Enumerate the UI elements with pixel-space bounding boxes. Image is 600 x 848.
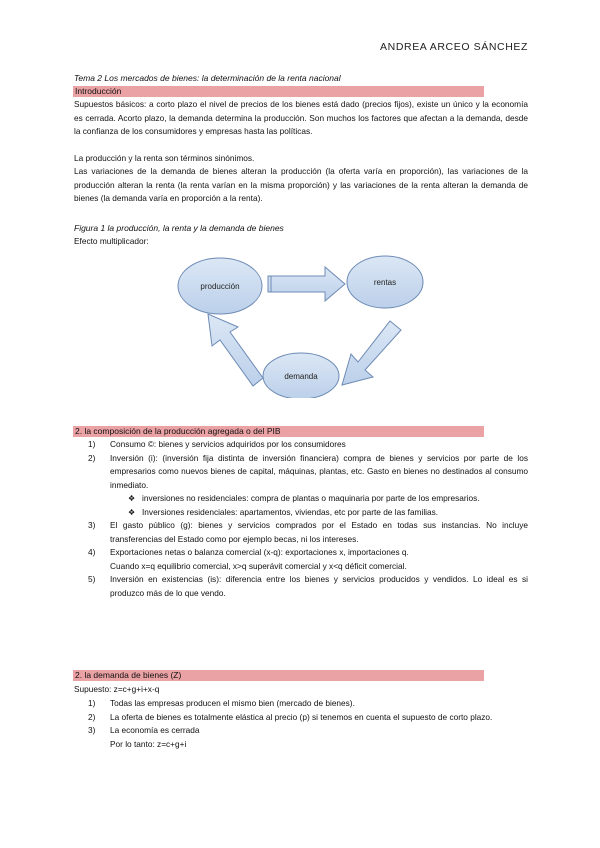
author-name: ANDREA ARCEO SÁNCHEZ: [380, 41, 528, 53]
figure-caption: Figura 1 la producción, la renta y la demanda de bienes: [74, 223, 284, 233]
list-item: 1) Consumo ©: bienes y servicios adquiridos por los consumidores: [88, 439, 346, 449]
produccion-label: producción: [200, 282, 240, 291]
diamond-bullet-icon: ❖: [128, 494, 136, 503]
arrow-produccion-to-rentas: [268, 267, 345, 301]
sub-list-item: ❖ inversiones no residenciales: compra de plantas o maquinaria por parte de los empresarios.: [128, 492, 528, 506]
sub-list-item: ❖ Inversiones residenciales: apartamentos, viviendas, etc por parte de las familias.: [128, 506, 528, 520]
section-heading-intro: Introducción: [73, 86, 484, 97]
section-heading-demanda: 2. la demanda de bienes (Z): [73, 670, 484, 681]
intro-paragraph-2: La producción y la renta son términos sinónimos.: [74, 153, 255, 163]
rentas-label: rentas: [373, 278, 397, 287]
intro-paragraph-3: Las variaciones de la demanda de bienes alteran la producción (la oferta varía en proporción), las variaciones de la producción alteran la renta (la renta varían en la misma proporción) y las variaciones de la renta alteran la demanda de bienes (la demanda varía en proporción a la renta).: [74, 166, 528, 203]
figure-subtitle: Efecto multiplicador:: [74, 236, 149, 246]
list-item: 3) La economía es cerrada Por lo tanto: z=c+g+i: [88, 725, 200, 749]
list-item: 2) Inversión (i): (inversión fija distinta de inversión financiera) compra de bienes y servicios por parte de los empresarios como nuevos bienes de capital, máquinas, plantas, etc. Gasto en bienes no destinados al consumo inmediato. ❖ inversiones no residenciales: compra de plantas o maquinaria por parte de los empresarios. ❖ Inversiones residenciales: apartamentos, viviendas, etc por parte de las familias.: [88, 452, 528, 520]
arrow-rentas-to-demanda: [342, 321, 401, 385]
diamond-bullet-icon: ❖: [128, 507, 136, 517]
list-item: 3) El gasto público (g): bienes y servicios comprados por el Estado en todas sus instancias. No incluye transferencias del Estado como por ejemplo becas, ni los intereses.: [88, 520, 528, 544]
list-item: 5) Inversión en existencias (is): diferencia entre los bienes y servicios producidos y vendidos. Lo ideal es si produzco más de lo que vendo.: [88, 574, 528, 598]
multiplier-diagram: [150, 248, 450, 398]
list-item: 4) Exportaciones netas o balanza comercial (x-q): exportaciones x, importaciones q. Cuando x=q equilibrio comercial, x>q superávit comercial y x<q déficit comercial.: [88, 547, 409, 571]
intro-paragraph-1: Supuestos básicos: a corto plazo el nivel de precios de los bienes está dado (precios fijos), existe un único y la economía es cerrada. Acorto plazo, la demanda determina la producción. Son muchos los factores que afectan a la demanda, desde la confianza de los consumidores y empresas hasta las políticas.: [74, 99, 528, 136]
arrow-demanda-to-produccion: [208, 314, 263, 386]
list-item: 1) Todas las empresas producen el mismo bien (mercado de bienes).: [88, 698, 355, 708]
document-title: Tema 2 Los mercados de bienes: la determinación de la renta nacional: [74, 73, 341, 83]
section-heading-composicion: 2. la composición de la producción agregada o del PIB: [73, 426, 484, 437]
list-item: 2) La oferta de bienes es totalmente elástica al precio (p) si tenemos en cuenta el supuesto de corto plazo.: [88, 711, 493, 722]
supuesto-formula: Supuesto: z=c+g+i+x-q: [74, 684, 160, 694]
demanda-list: [88, 697, 528, 751]
demanda-label: demanda: [284, 372, 318, 381]
composition-list: [88, 438, 528, 600]
